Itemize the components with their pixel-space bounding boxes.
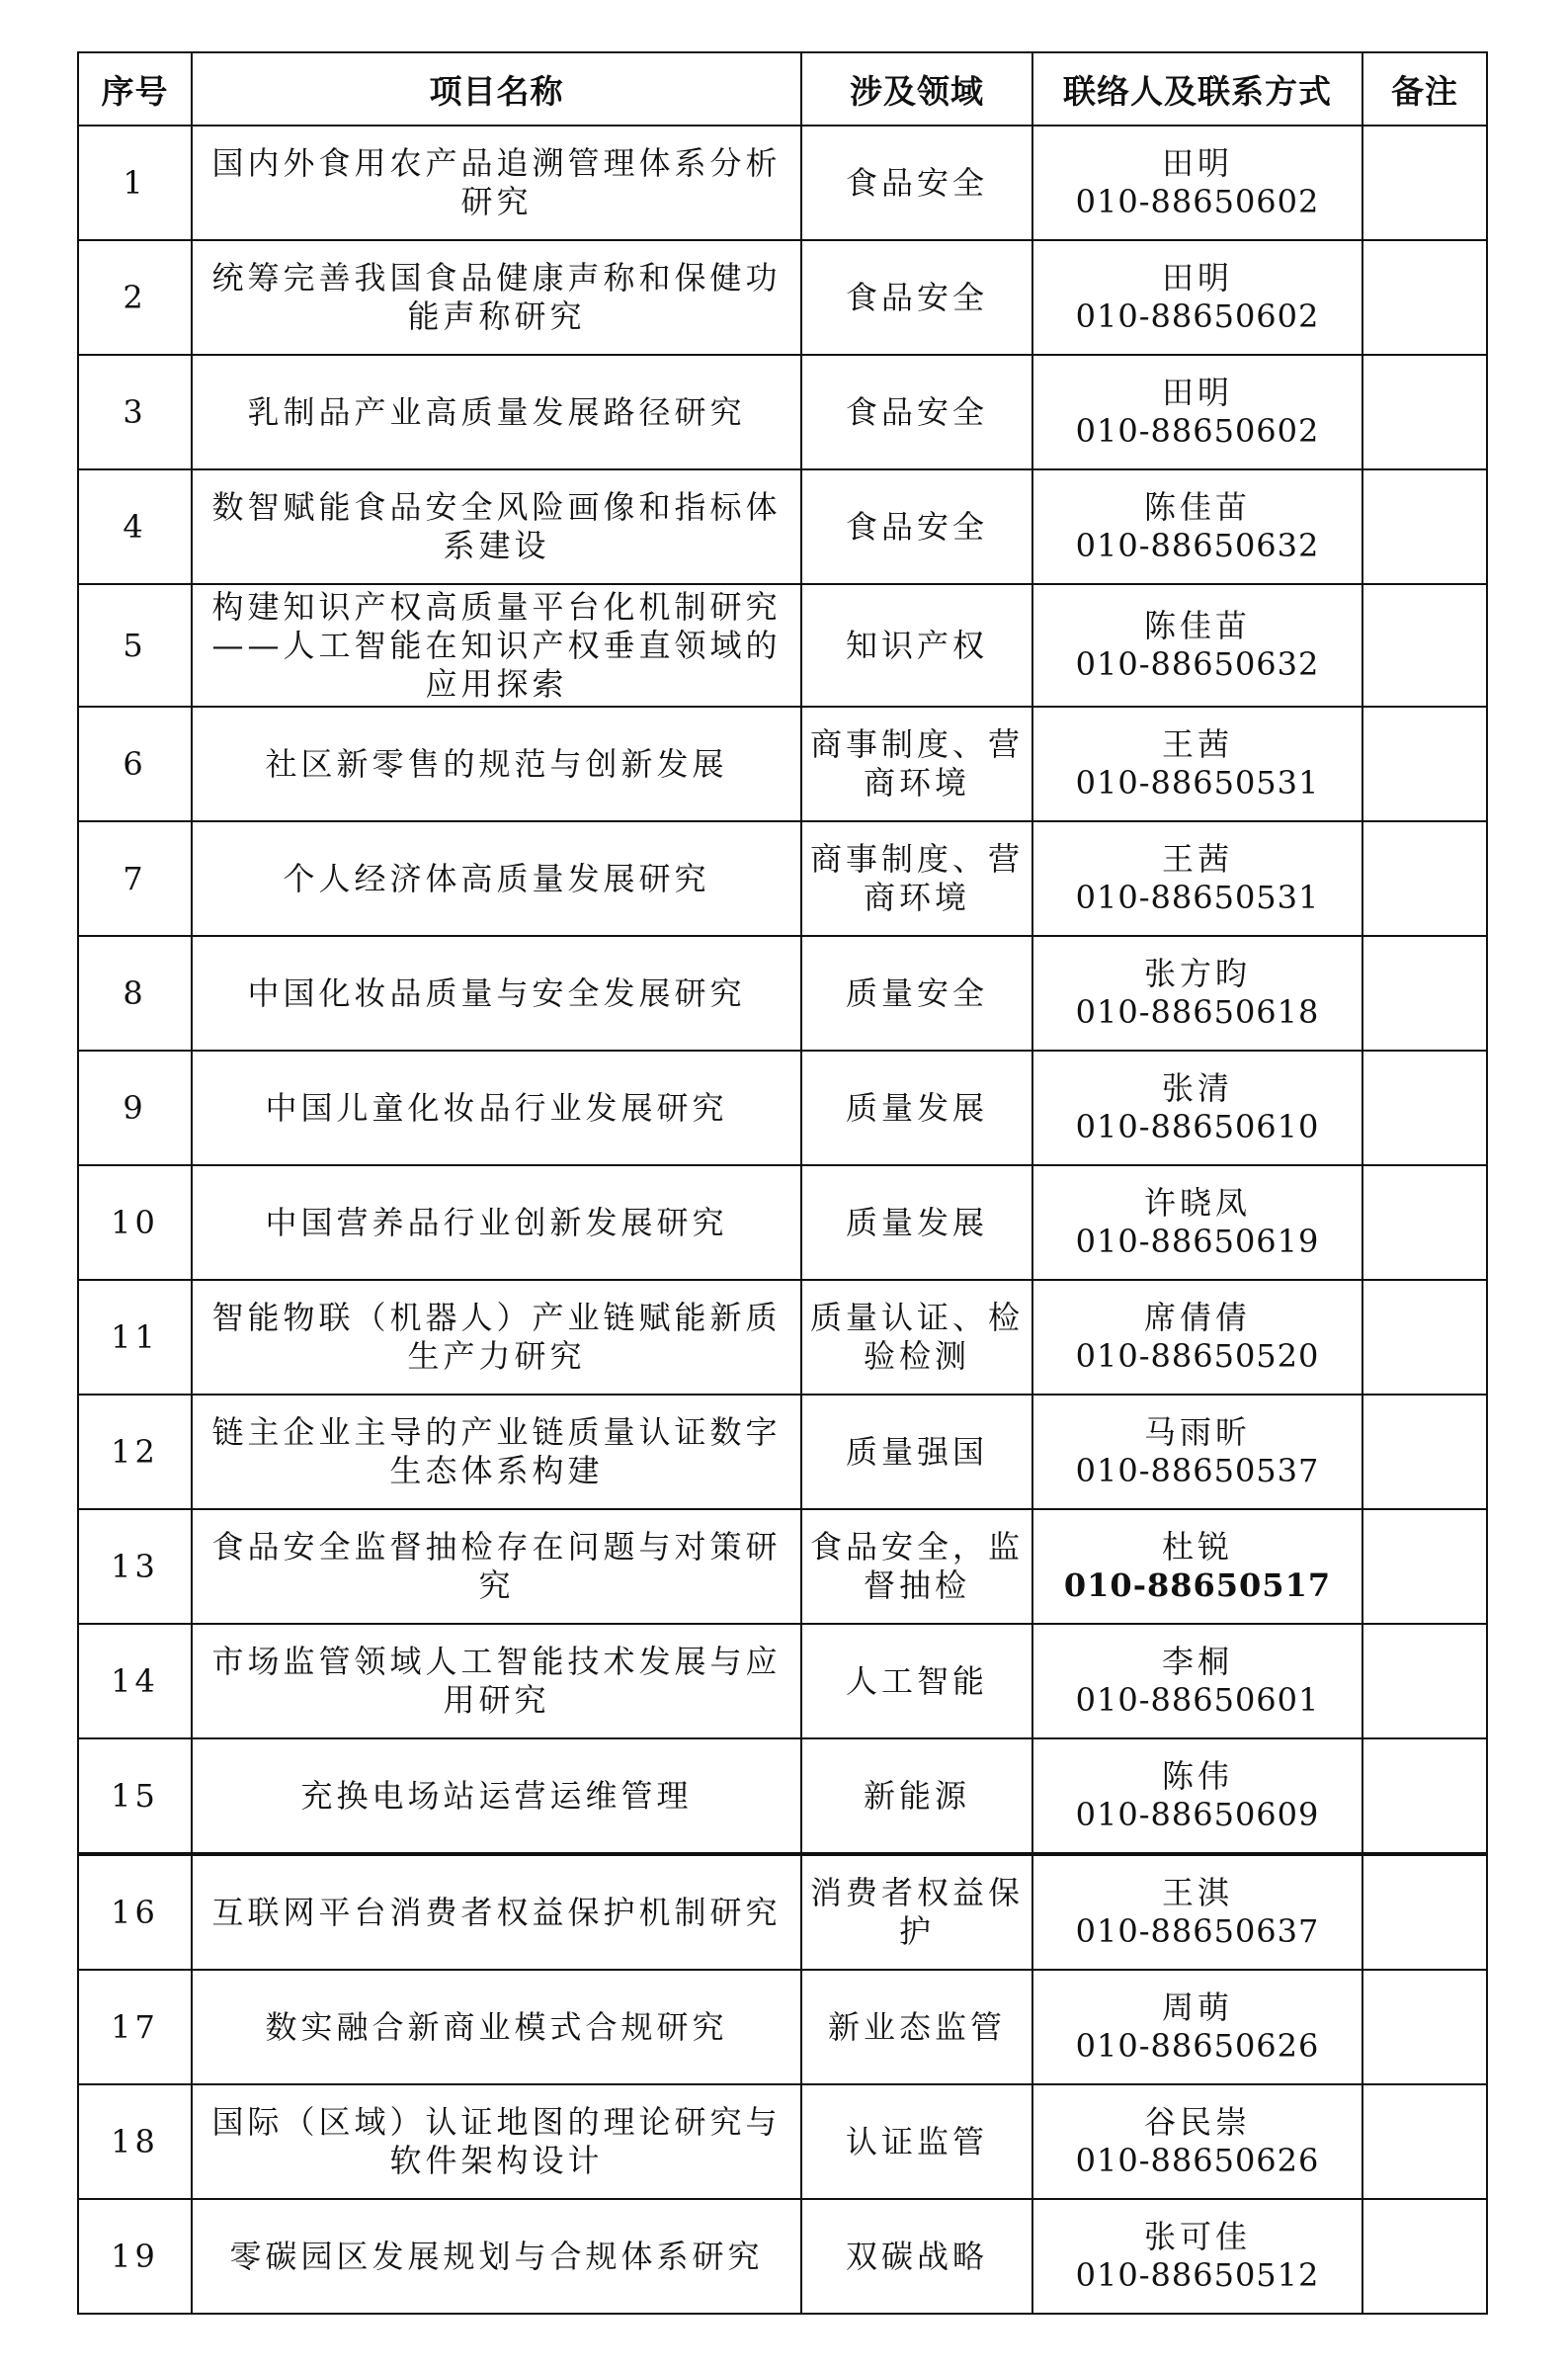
row-field: 质量安全 <box>801 936 1032 1051</box>
row-remark <box>1362 469 1487 584</box>
row-remark <box>1362 355 1487 469</box>
contact-person: 田明 <box>1161 259 1233 296</box>
row-remark <box>1362 936 1487 1051</box>
row-index: 12 <box>78 1395 192 1509</box>
contact-person: 田明 <box>1161 374 1233 411</box>
contact-person: 杜锐 <box>1161 1528 1233 1565</box>
table-row <box>78 1738 1487 1853</box>
row-contact <box>1032 1624 1362 1738</box>
contact-phone: 010-88650537 <box>1075 1452 1320 1489</box>
row-contact <box>1032 821 1362 936</box>
row-contact <box>1032 469 1362 584</box>
contact-person: 张可佳 <box>1143 2218 1251 2255</box>
table-row <box>78 355 1487 469</box>
row-contact <box>1032 126 1362 240</box>
contact-person: 周萌 <box>1161 1988 1233 2026</box>
row-project-name: 统筹完善我国食品健康声称和保健功能声称研究 <box>192 240 801 355</box>
table-row <box>78 469 1487 584</box>
row-index: 19 <box>78 2199 192 2314</box>
project-table-part-1 <box>77 51 1488 1854</box>
row-remark <box>1362 707 1487 821</box>
row-index: 3 <box>78 355 192 469</box>
row-field: 食品安全，监督抽检 <box>801 1509 1032 1624</box>
row-remark <box>1362 1165 1487 1280</box>
contact-phone: 010-88650602 <box>1075 412 1320 450</box>
contact-person: 许晓凤 <box>1143 1184 1251 1222</box>
row-index: 14 <box>78 1624 192 1738</box>
table-row <box>78 126 1487 240</box>
contact-person: 陈伟 <box>1161 1757 1233 1795</box>
row-project-name: 个人经济体高质量发展研究 <box>192 821 801 936</box>
row-project-name: 数智赋能食品安全风险画像和指标体系建设 <box>192 469 801 584</box>
contact-phone: 010-88650637 <box>1075 1912 1320 1950</box>
row-remark <box>1362 1051 1487 1165</box>
row-field: 商事制度、营商环境 <box>801 821 1032 936</box>
row-contact <box>1032 2199 1362 2314</box>
row-remark <box>1362 821 1487 936</box>
row-project-name: 互联网平台消费者权益保护机制研究 <box>192 1855 801 1970</box>
contact-person: 王淇 <box>1161 1874 1233 1911</box>
row-field: 质量发展 <box>801 1051 1032 1165</box>
table-row <box>78 1509 1487 1624</box>
row-field: 质量发展 <box>801 1165 1032 1280</box>
contact-person: 王茜 <box>1161 725 1233 763</box>
row-field: 新业态监管 <box>801 1970 1032 2084</box>
contact-phone: 010-88650609 <box>1075 1796 1320 1833</box>
row-field: 商事制度、营商环境 <box>801 707 1032 821</box>
contact-person: 张方昀 <box>1143 955 1251 992</box>
row-contact <box>1032 1051 1362 1165</box>
row-field: 食品安全 <box>801 126 1032 240</box>
row-contact <box>1032 355 1362 469</box>
row-project-name: 智能物联（机器人）产业链赋能新质生产力研究 <box>192 1280 801 1395</box>
table-row <box>78 240 1487 355</box>
contact-phone: 010-88650632 <box>1075 527 1320 564</box>
table-row <box>78 821 1487 936</box>
row-field: 食品安全 <box>801 355 1032 469</box>
row-contact <box>1032 1738 1362 1853</box>
row-index: 7 <box>78 821 192 936</box>
row-remark <box>1362 1970 1487 2084</box>
row-contact <box>1032 1970 1362 2084</box>
row-index: 5 <box>78 584 192 707</box>
table-row <box>78 1624 1487 1738</box>
contact-phone: 010-88650601 <box>1075 1681 1320 1719</box>
contact-person: 张清 <box>1161 1069 1233 1107</box>
project-table-part-2 <box>77 1854 1488 2315</box>
header-index: 序号 <box>78 52 192 126</box>
row-field: 认证监管 <box>801 2084 1032 2199</box>
row-field: 质量强国 <box>801 1395 1032 1509</box>
row-contact <box>1032 707 1362 821</box>
contact-person: 陈佳苗 <box>1143 488 1251 526</box>
row-index: 4 <box>78 469 192 584</box>
contact-person: 陈佳苗 <box>1143 607 1251 644</box>
row-index: 6 <box>78 707 192 821</box>
row-index: 17 <box>78 1970 192 2084</box>
row-project-name: 社区新零售的规范与创新发展 <box>192 707 801 821</box>
table-row <box>78 1855 1487 1970</box>
row-index: 2 <box>78 240 192 355</box>
table-row <box>78 584 1487 707</box>
row-index: 18 <box>78 2084 192 2199</box>
row-remark <box>1362 126 1487 240</box>
row-remark <box>1362 240 1487 355</box>
row-project-name: 国内外食用农产品追溯管理体系分析研究 <box>192 126 801 240</box>
row-project-name: 充换电场站运营运维管理 <box>192 1738 801 1853</box>
table-row <box>78 2084 1487 2199</box>
row-index: 16 <box>78 1855 192 1970</box>
row-contact <box>1032 584 1362 707</box>
row-project-name: 中国营养品行业创新发展研究 <box>192 1165 801 1280</box>
row-contact <box>1032 1509 1362 1624</box>
contact-phone: 010-88650531 <box>1075 879 1320 916</box>
row-field: 消费者权益保护 <box>801 1855 1032 1970</box>
contact-person: 田明 <box>1161 144 1233 182</box>
row-contact <box>1032 1395 1362 1509</box>
header-field: 涉及领域 <box>801 52 1032 126</box>
row-contact <box>1032 2084 1362 2199</box>
row-project-name: 数实融合新商业模式合规研究 <box>192 1970 801 2084</box>
row-remark <box>1362 2084 1487 2199</box>
table-row <box>78 2199 1487 2314</box>
contact-person: 马雨昕 <box>1143 1413 1251 1451</box>
table-header-row <box>78 52 1487 126</box>
row-field: 新能源 <box>801 1738 1032 1853</box>
contact-phone: 010-88650626 <box>1075 2027 1320 2065</box>
row-project-name: 中国儿童化妆品行业发展研究 <box>192 1051 801 1165</box>
contact-phone: 010-88650517 <box>1063 1566 1332 1604</box>
row-index: 13 <box>78 1509 192 1624</box>
contact-phone: 010-88650602 <box>1075 297 1320 335</box>
header-remark: 备注 <box>1362 52 1487 126</box>
table-row <box>78 707 1487 821</box>
row-project-name: 乳制品产业高质量发展路径研究 <box>192 355 801 469</box>
contact-phone: 010-88650610 <box>1075 1108 1320 1145</box>
row-contact <box>1032 936 1362 1051</box>
contact-phone: 010-88650618 <box>1075 993 1320 1031</box>
row-remark <box>1362 1395 1487 1509</box>
row-index: 1 <box>78 126 192 240</box>
table-row <box>78 1051 1487 1165</box>
row-project-name: 零碳园区发展规划与合规体系研究 <box>192 2199 801 2314</box>
row-project-name: 国际（区域）认证地图的理论研究与软件架构设计 <box>192 2084 801 2199</box>
row-field: 质量认证、检验检测 <box>801 1280 1032 1395</box>
contact-phone: 010-88650602 <box>1075 183 1320 220</box>
contact-person: 席倩倩 <box>1143 1299 1251 1336</box>
table-row <box>78 1165 1487 1280</box>
row-index: 15 <box>78 1738 192 1853</box>
row-field: 食品安全 <box>801 469 1032 584</box>
table-row <box>78 1280 1487 1395</box>
table-row <box>78 936 1487 1051</box>
contact-phone: 010-88650626 <box>1075 2142 1320 2179</box>
row-field: 知识产权 <box>801 584 1032 707</box>
row-field: 人工智能 <box>801 1624 1032 1738</box>
row-remark <box>1362 1280 1487 1395</box>
row-project-name: 构建知识产权高质量平台化机制研究——人工智能在知识产权垂直领域的应用探索 <box>192 584 801 707</box>
row-index: 9 <box>78 1051 192 1165</box>
contact-phone: 010-88650619 <box>1075 1223 1320 1260</box>
row-project-name: 市场监管领域人工智能技术发展与应用研究 <box>192 1624 801 1738</box>
contact-phone: 010-88650632 <box>1075 645 1320 683</box>
contact-person: 谷民崇 <box>1143 2103 1251 2141</box>
row-field: 食品安全 <box>801 240 1032 355</box>
row-project-name: 食品安全监督抽检存在问题与对策研究 <box>192 1509 801 1624</box>
row-remark <box>1362 1855 1487 1970</box>
table-row <box>78 1395 1487 1509</box>
row-project-name: 中国化妆品质量与安全发展研究 <box>192 936 801 1051</box>
header-contact: 联络人及联系方式 <box>1032 52 1362 126</box>
row-index: 8 <box>78 936 192 1051</box>
row-contact <box>1032 1855 1362 1970</box>
contact-person: 李桐 <box>1161 1643 1233 1680</box>
row-remark <box>1362 1624 1487 1738</box>
row-contact <box>1032 1280 1362 1395</box>
header-name: 项目名称 <box>192 52 801 126</box>
contact-phone: 010-88650520 <box>1075 1337 1320 1375</box>
row-index: 10 <box>78 1165 192 1280</box>
row-remark <box>1362 1738 1487 1853</box>
row-remark <box>1362 1509 1487 1624</box>
row-field: 双碳战略 <box>801 2199 1032 2314</box>
contact-phone: 010-88650512 <box>1075 2256 1320 2294</box>
contact-person: 王茜 <box>1161 840 1233 878</box>
row-remark <box>1362 584 1487 707</box>
row-index: 11 <box>78 1280 192 1395</box>
row-contact <box>1032 240 1362 355</box>
table-row <box>78 1970 1487 2084</box>
contact-phone: 010-88650531 <box>1075 764 1320 802</box>
row-contact <box>1032 1165 1362 1280</box>
row-remark <box>1362 2199 1487 2314</box>
row-project-name: 链主企业主导的产业链质量认证数字生态体系构建 <box>192 1395 801 1509</box>
